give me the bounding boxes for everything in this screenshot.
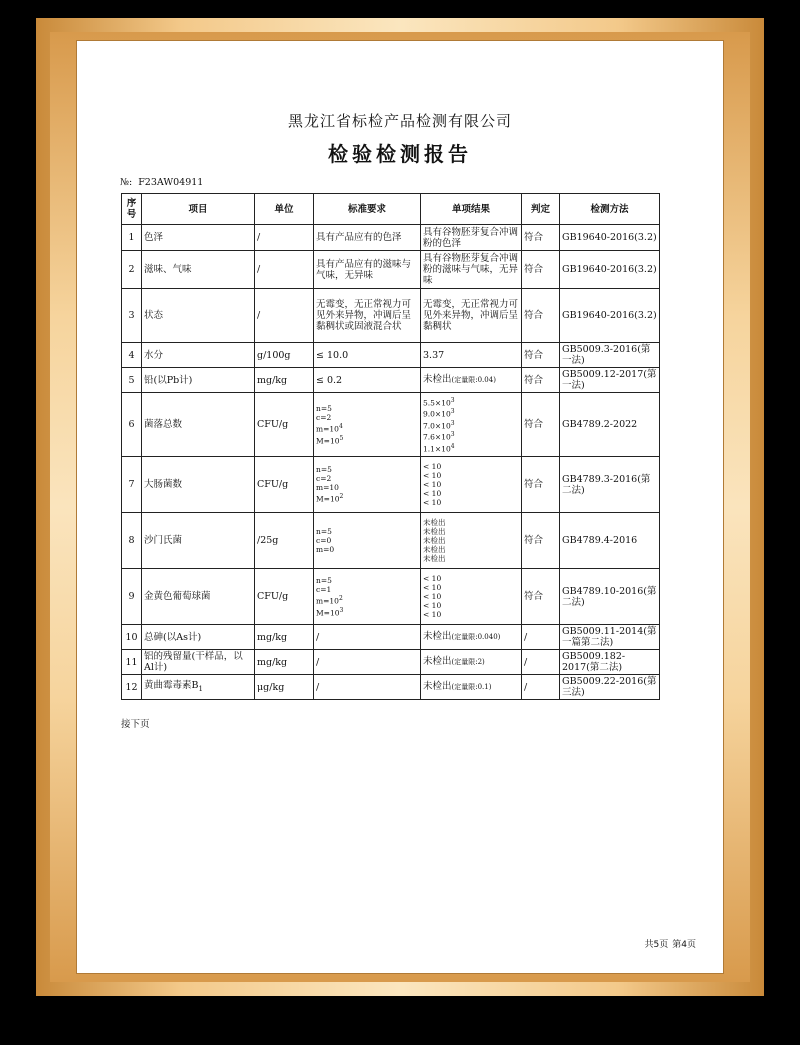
row-requirement	[314, 393, 421, 457]
result-line-text: < 10	[423, 471, 442, 480]
requirement-exponent: 5	[339, 434, 344, 442]
result-line-text: < 10	[423, 583, 442, 592]
result-line-text: < 10	[423, 489, 442, 498]
row-requirement	[314, 368, 421, 393]
requirement-text: 具有产品应有的滋味与气味，无异味	[316, 258, 412, 281]
result-note: (定量限:0.1)	[451, 683, 492, 691]
requirement-text: ≤ 0.2	[316, 374, 343, 386]
row-method: GB5009.3-2016(第一法)	[560, 343, 660, 368]
requirement-text: /	[316, 656, 320, 668]
requirement-line	[316, 527, 418, 536]
row-item	[142, 368, 255, 393]
row-item	[142, 343, 255, 368]
requirement-line	[316, 434, 418, 446]
result-note: (定量限:2)	[451, 658, 485, 666]
result-line-text: 未检出	[423, 518, 446, 527]
row-unit: CFU/g	[255, 457, 314, 513]
result-text: 具有谷物胚芽复合冲调粉的色泽	[423, 226, 519, 249]
row-item-text: 水分	[144, 349, 164, 361]
row-item-text: 大肠菌数	[144, 479, 183, 490]
requirement-line-text: n=5	[316, 576, 332, 585]
row-item	[142, 513, 255, 569]
requirement-text: /	[316, 631, 320, 643]
row-item	[142, 675, 255, 700]
row-result	[421, 457, 522, 513]
result-line-text: 5.5×10	[423, 398, 451, 408]
result-line	[423, 407, 519, 419]
requirement-line	[316, 585, 418, 594]
header-judgement: 判定	[522, 194, 560, 225]
report-title: 检验检测报告	[328, 142, 472, 166]
header-item: 项目	[142, 194, 255, 225]
requirement-exponent: 2	[338, 595, 343, 602]
row-requirement	[314, 225, 421, 251]
row-item	[142, 251, 255, 289]
table-body	[122, 225, 660, 700]
row-number: 9	[122, 569, 142, 625]
table-row	[122, 251, 660, 289]
row-method: GB4789.4-2016	[560, 513, 660, 569]
row-number: 11	[122, 650, 142, 675]
result-line-text: 9.0×10	[423, 409, 451, 419]
requirement-text: 具有产品应有的色泽	[316, 232, 402, 243]
result-line	[423, 601, 519, 610]
row-item	[142, 650, 255, 675]
table-row	[122, 675, 660, 700]
page-total: 共5页	[644, 940, 669, 950]
result-line	[423, 554, 519, 563]
row-result	[421, 675, 522, 700]
header-method: 检测方法	[560, 194, 660, 225]
row-unit: /	[255, 225, 314, 251]
requirement-line	[316, 606, 418, 618]
row-result	[421, 569, 522, 625]
row-requirement	[314, 457, 421, 513]
requirement-line-text: n=5	[316, 404, 332, 413]
requirement-line	[316, 474, 418, 483]
table-row	[122, 343, 660, 368]
requirement-line-text: m=10	[316, 424, 339, 434]
row-requirement	[314, 343, 421, 368]
table-row	[122, 625, 660, 650]
row-item-text: 铝的残留量(干样品，以Al计)	[144, 651, 243, 673]
company-name: 黑龙江省标检产品检测有限公司	[287, 112, 512, 130]
table-row	[122, 650, 660, 675]
requirement-line	[316, 536, 418, 545]
row-result	[421, 393, 522, 457]
result-line-text: < 10	[423, 610, 442, 619]
page-current: 第4页	[672, 940, 696, 950]
row-judgement: 符合	[522, 393, 560, 457]
requirement-text: 无霉变，无正常视力可见外来异物，冲调后呈黏稠状或固液混合状	[316, 299, 412, 332]
result-line	[423, 430, 519, 442]
requirement-line	[316, 483, 418, 492]
row-result	[421, 368, 522, 393]
row-result	[421, 625, 522, 650]
row-number: 6	[122, 393, 142, 457]
requirement-line	[316, 465, 418, 474]
row-result	[421, 251, 522, 289]
header-no: 序号	[122, 194, 142, 225]
result-line	[423, 442, 519, 454]
header-result: 单项结果	[421, 194, 522, 225]
row-judgement: 符合	[522, 343, 560, 368]
row-method: GB19640-2016(3.2)	[560, 289, 660, 343]
header-unit: 单位	[255, 194, 314, 225]
table-row	[122, 225, 660, 251]
row-judgement: 符合	[522, 289, 560, 343]
result-text: 未检出	[423, 656, 452, 667]
result-line-text: < 10	[423, 601, 442, 610]
row-result	[421, 343, 522, 368]
result-exponent: 3	[450, 431, 455, 439]
row-unit: g/100g	[255, 343, 314, 368]
row-number: 8	[122, 513, 142, 569]
row-method: GB4789.3-2016(第二法)	[560, 457, 660, 513]
table-row	[122, 457, 660, 513]
row-method: GB5009.22-2016(第三法)	[560, 675, 660, 700]
result-line	[423, 536, 519, 545]
row-item	[142, 393, 255, 457]
row-item-text: 总砷(以As计)	[144, 631, 202, 643]
row-unit: μg/kg	[255, 675, 314, 700]
row-number: 10	[122, 625, 142, 650]
requirement-line	[316, 545, 418, 554]
row-result	[421, 225, 522, 251]
row-item	[142, 225, 255, 251]
row-unit: /25g	[255, 513, 314, 569]
result-line-text: < 10	[423, 462, 442, 471]
result-line	[423, 462, 519, 471]
report-paper	[76, 40, 724, 974]
requirement-line-text: c=2	[316, 413, 332, 422]
result-line	[423, 518, 519, 527]
row-method: GB4789.2-2022	[560, 393, 660, 457]
result-text: 3.37	[423, 349, 445, 361]
row-requirement	[314, 289, 421, 343]
row-unit: /	[255, 251, 314, 289]
row-method: GB5009.12-2017(第一法)	[560, 368, 660, 393]
requirement-line	[316, 576, 418, 585]
row-item-text: 黄曲霉毒素B	[144, 679, 199, 691]
page-indicator	[645, 937, 696, 950]
result-line-text: < 10	[423, 574, 442, 583]
row-unit: CFU/g	[255, 393, 314, 457]
row-requirement	[314, 625, 421, 650]
requirement-line-text: n=5	[316, 465, 332, 475]
header-requirement: 标准要求	[314, 194, 421, 225]
requirement-line-text: c=1	[316, 585, 332, 594]
row-item-text: 铅(以Pb计)	[144, 374, 193, 386]
table-row	[122, 569, 660, 625]
row-item-text: 色泽	[144, 232, 164, 243]
row-result	[421, 513, 522, 569]
result-line-text: < 10	[423, 480, 442, 489]
row-unit: mg/kg	[255, 368, 314, 393]
row-item-subscript: 1	[198, 684, 203, 693]
row-requirement	[314, 650, 421, 675]
result-text: 未检出	[423, 374, 452, 385]
row-judgement: 符合	[522, 569, 560, 625]
requirement-exponent: 4	[338, 423, 343, 430]
result-exponent: 4	[450, 442, 455, 450]
row-judgement: 符合	[522, 457, 560, 513]
row-number: 12	[122, 675, 142, 700]
report-number	[120, 177, 203, 188]
result-text: 无霉变，无正常视力可见外来异物，冲调后呈黏稠状	[423, 299, 519, 332]
result-line-text: < 10	[423, 498, 442, 507]
row-unit: /	[255, 289, 314, 343]
result-line-text: 未检出	[423, 554, 446, 563]
result-line	[423, 592, 519, 601]
table-row	[122, 393, 660, 457]
result-text: 未检出	[423, 681, 452, 692]
requirement-line-text: m=0	[316, 545, 335, 554]
result-text: 未检出	[423, 631, 452, 642]
row-unit: mg/kg	[255, 625, 314, 650]
row-item	[142, 625, 255, 650]
row-judgement: 符合	[522, 513, 560, 569]
result-line-text: 未检出	[423, 536, 446, 545]
result-exponent: 3	[450, 408, 455, 416]
row-item-text: 金黄色葡萄球菌	[144, 591, 211, 602]
table-row	[122, 513, 660, 569]
report-number-value: F23AW04911	[138, 177, 204, 188]
row-requirement	[314, 675, 421, 700]
requirement-line	[316, 422, 418, 434]
next-page-note: 接下页	[121, 719, 150, 730]
table-header-row	[122, 194, 660, 225]
requirement-line	[316, 413, 418, 422]
requirement-line-text: m=10	[316, 483, 339, 493]
requirement-text: /	[316, 681, 320, 693]
row-number: 7	[122, 457, 142, 513]
row-item-text: 滋味、气味	[144, 264, 192, 275]
row-requirement	[314, 251, 421, 289]
row-judgement: 符合	[522, 251, 560, 289]
results-table	[121, 193, 660, 700]
row-requirement	[314, 569, 421, 625]
row-judgement: /	[522, 675, 560, 700]
requirement-exponent: 2	[339, 493, 344, 501]
result-exponent: 3	[450, 419, 455, 427]
result-line	[423, 498, 519, 507]
result-line	[423, 471, 519, 480]
row-item	[142, 289, 255, 343]
result-line-text: 1.1×10	[423, 444, 451, 454]
result-line	[423, 489, 519, 498]
result-line-text: 7.0×10	[423, 421, 451, 431]
result-line	[423, 396, 519, 408]
row-method: GB19640-2016(3.2)	[560, 225, 660, 251]
row-result	[421, 289, 522, 343]
row-judgement: /	[522, 650, 560, 675]
requirement-line-text: c=2	[316, 474, 332, 484]
row-method: GB5009.182-2017(第二法)	[560, 650, 660, 675]
result-line	[423, 419, 519, 431]
row-judgement: 符合	[522, 225, 560, 251]
row-item	[142, 457, 255, 513]
result-line-text: 未检出	[423, 527, 446, 536]
row-item	[142, 569, 255, 625]
row-item-text: 状态	[144, 310, 164, 321]
result-line	[423, 583, 519, 592]
requirement-line-text: M=10	[316, 436, 340, 445]
result-line-text: 7.6×10	[423, 432, 451, 442]
row-requirement	[314, 513, 421, 569]
row-number: 4	[122, 343, 142, 368]
requirement-line-text: M=10	[316, 494, 340, 504]
table-row	[122, 368, 660, 393]
row-result	[421, 650, 522, 675]
result-line	[423, 545, 519, 554]
result-note: (定量限:0.04)	[451, 376, 496, 384]
row-unit: CFU/g	[255, 569, 314, 625]
row-method: GB5009.11-2014(第一篇第二法)	[560, 625, 660, 650]
result-line	[423, 527, 519, 536]
result-line-text: 未检出	[423, 545, 446, 554]
requirement-line	[316, 594, 418, 606]
row-number: 5	[122, 368, 142, 393]
row-judgement: /	[522, 625, 560, 650]
row-item-text: 菌落总数	[144, 419, 183, 430]
row-number: 1	[122, 225, 142, 251]
requirement-line-text: m=10	[316, 596, 339, 606]
requirement-line-text: n=5	[316, 527, 332, 536]
requirement-line	[316, 492, 418, 504]
requirement-line-text: M=10	[316, 608, 340, 617]
requirement-line	[316, 404, 418, 413]
result-exponent: 3	[450, 396, 455, 404]
row-number: 3	[122, 289, 142, 343]
result-line	[423, 574, 519, 583]
result-line-text: < 10	[423, 592, 442, 601]
requirement-text: ≤ 10.0	[316, 349, 349, 361]
row-item-text: 沙门氏菌	[144, 535, 183, 546]
report-number-label: №:	[120, 177, 133, 188]
row-method: GB19640-2016(3.2)	[560, 251, 660, 289]
row-number: 2	[122, 251, 142, 289]
result-line	[423, 610, 519, 619]
table-row	[122, 289, 660, 343]
result-note: (定量限:0.040)	[451, 633, 501, 641]
requirement-line-text: c=0	[316, 536, 332, 545]
row-unit: mg/kg	[255, 650, 314, 675]
requirement-exponent: 3	[339, 606, 344, 614]
row-method: GB4789.10-2016(第二法)	[560, 569, 660, 625]
result-text: 具有谷物胚芽复合冲调粉的滋味与气味，无异味	[423, 253, 519, 286]
row-judgement: 符合	[522, 368, 560, 393]
result-line	[423, 480, 519, 489]
